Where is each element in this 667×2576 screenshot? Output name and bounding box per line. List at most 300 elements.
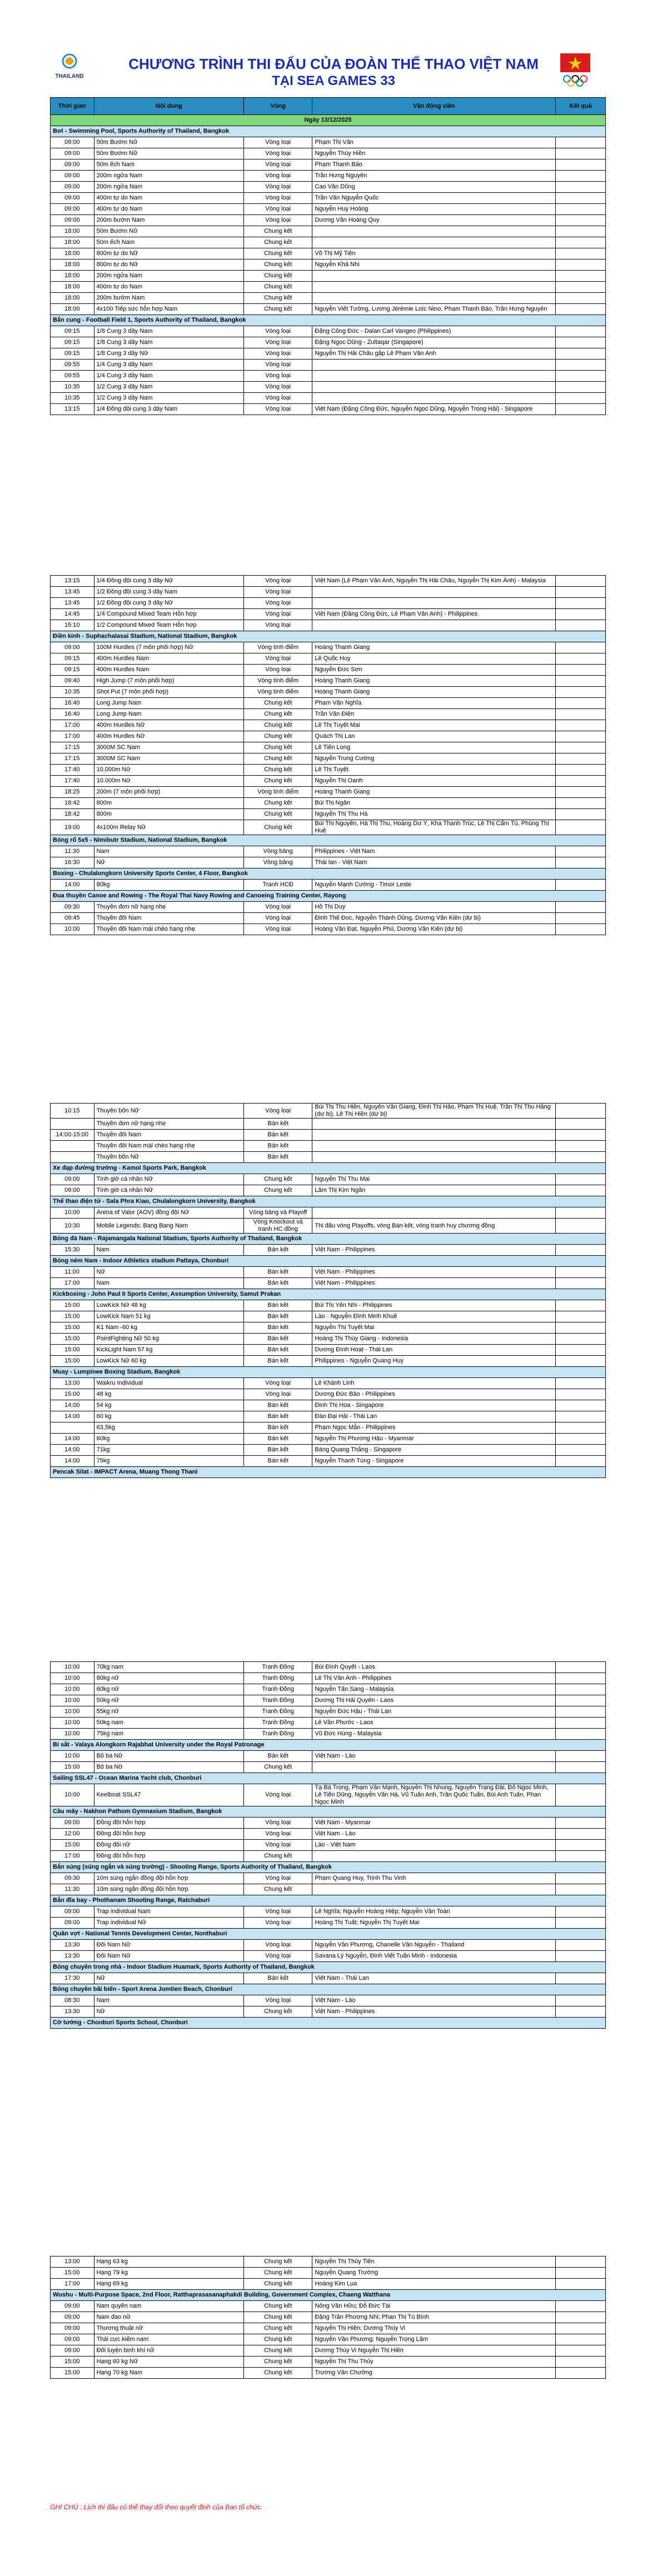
athlete-cell	[312, 393, 556, 404]
table-row	[51, 846, 606, 857]
table-row	[51, 1662, 606, 1673]
round-cell: Bán kết	[243, 1267, 312, 1278]
result-cell	[556, 787, 606, 798]
time-cell: 11:30	[51, 846, 94, 857]
result-cell	[556, 1130, 606, 1141]
round-cell: Vòng loại	[243, 587, 312, 598]
time-cell: 18:42	[51, 798, 94, 809]
result-cell	[556, 1445, 606, 1456]
event-cell: Nam	[94, 1245, 243, 1256]
event-cell: Shot Put (7 môn phối hợp)	[94, 687, 243, 698]
table-row	[51, 902, 606, 913]
result-cell	[556, 665, 606, 676]
round-cell: Bán kết	[243, 1130, 312, 1141]
event-cell: KickLight Nam 57 kg	[94, 1345, 243, 1356]
time-cell: 09:00	[51, 1906, 94, 1918]
athlete-cell: Đặng Ngọc Dũng - Zultaqar (Singapore)	[312, 337, 556, 348]
result-cell	[556, 226, 606, 237]
time-cell: 10:15	[51, 1104, 94, 1119]
event-cell: Đôi Nam Nữ	[94, 1940, 243, 1951]
time-cell: 16:30	[51, 857, 94, 868]
time-cell: 15:00	[51, 1762, 94, 1773]
result-cell	[556, 2268, 606, 2279]
time-cell: 17:00	[51, 731, 94, 742]
table-row	[51, 1829, 606, 1840]
result-cell	[556, 171, 606, 182]
table-row	[51, 1278, 606, 1289]
sport-venue-label: Sailing SSL47 - Ocean Marina Yacht club, Chonburi	[51, 1773, 606, 1784]
result-cell	[556, 1207, 606, 1219]
result-cell	[556, 1718, 606, 1729]
result-cell	[556, 576, 606, 587]
athlete-cell: Lê Thị Tuyết Mai	[312, 720, 556, 731]
table-row	[51, 1411, 606, 1422]
time-cell: 14:45	[51, 609, 94, 620]
sport-venue-label: Muay - Lumpinee Boxing Stadium, Bangkok	[51, 1367, 606, 1378]
table-row	[51, 2279, 606, 2290]
table-row	[51, 687, 606, 698]
time-cell: 14:00	[51, 1456, 94, 1467]
round-cell: Vòng loại	[243, 653, 312, 665]
time-cell: 14:00	[51, 1400, 94, 1411]
event-cell: 400m tự do Nam	[94, 193, 243, 204]
athlete-cell: Nguyễn Thị Hải Châu gặp Lê Phạm Vân Anh	[312, 348, 556, 360]
event-cell: PointFighting Nữ 50 kg	[94, 1334, 243, 1345]
athlete-cell: Việt Nam (Lê Phạm Vân Anh, Nguyễn Thị Hải Châu, Nguyễn Thị Kim Ánh) - Malaysia	[312, 576, 556, 587]
event-cell: 60kg nữ	[94, 1684, 243, 1695]
event-cell: 3000M SC Nam	[94, 753, 243, 765]
round-cell: Chung kết	[243, 765, 312, 776]
event-cell: 54 kg	[94, 1400, 243, 1411]
table-row	[51, 620, 606, 631]
result-cell	[556, 1695, 606, 1706]
schedule-table	[50, 1103, 606, 1478]
event-cell: Trap individual Nam	[94, 1906, 243, 1918]
event-cell: Long Jump Nam	[94, 709, 243, 720]
result-cell	[556, 382, 606, 393]
table-row	[51, 709, 606, 720]
event-cell: Nam	[94, 1995, 243, 2006]
sport-venue-row	[51, 1984, 606, 1995]
event-cell: Thuyền bốn Nữ	[94, 1104, 243, 1119]
round-cell: Chung kết	[243, 753, 312, 765]
athlete-cell: Lê Tiến Long	[312, 742, 556, 753]
round-cell: Bán kết	[243, 1311, 312, 1322]
round-cell: Bán kết	[243, 1356, 312, 1367]
table-row	[51, 271, 606, 282]
round-cell: Chung kết	[243, 720, 312, 731]
time-cell: 09:00	[51, 2345, 94, 2357]
round-cell: Vòng loại	[243, 326, 312, 337]
athlete-cell: Thi đấu vòng Playoffs, vòng Bán kết, vòng tranh huy chương đồng	[312, 1219, 556, 1234]
event-cell: 4x100 Tiếp sức hỗn hợp Nam	[94, 304, 243, 315]
event-cell: 100M Hurdles (7 môn phối hợp) Nữ	[94, 642, 243, 653]
round-cell: Chung kết	[243, 798, 312, 809]
table-row	[51, 753, 606, 765]
sport-venue-row	[51, 1234, 606, 1245]
time-cell: 15:00	[51, 1334, 94, 1345]
time-cell: 09:30	[51, 1873, 94, 1884]
sport-venue-label: Cầu mây - Nakhon Pathom Gymnasium Stadium, Bangkok	[51, 1806, 606, 1818]
result-cell	[556, 360, 606, 371]
result-cell	[556, 1185, 606, 1196]
round-cell: Vòng bảng	[243, 846, 312, 857]
event-cell: Nữ	[94, 857, 243, 868]
athlete-cell: Nguyễn Trung Cường	[312, 753, 556, 765]
result-cell	[556, 159, 606, 171]
time-cell: 09:00	[51, 193, 94, 204]
event-cell: 1/2 Cung 3 dây Nam	[94, 393, 243, 404]
athlete-cell: Nguyễn Thị Hiền; Dương Thúy Vi	[312, 2323, 556, 2334]
time-cell: 15:00	[51, 1389, 94, 1400]
sport-venue-row	[51, 1806, 606, 1818]
schedule-page-4	[50, 1661, 606, 2029]
event-cell: Hạng 63 kg	[94, 2257, 243, 2268]
athlete-cell: Bàng Quang Thắng - Singapore	[312, 1445, 556, 1456]
result-cell	[556, 1918, 606, 1929]
round-cell: Chung kết	[243, 1884, 312, 1895]
table-row	[51, 1995, 606, 2006]
table-row	[51, 1884, 606, 1895]
round-cell: Chung kết	[243, 1174, 312, 1185]
column-header: Vòng	[243, 98, 312, 115]
round-cell: Vòng loại	[243, 1104, 312, 1119]
table-row	[51, 348, 606, 360]
athlete-cell: Dương Đức Bảo - Philippines	[312, 1389, 556, 1400]
table-row	[51, 1918, 606, 1929]
time-cell: 14:00	[51, 1411, 94, 1422]
round-cell: Chung kết	[243, 2334, 312, 2345]
table-row	[51, 226, 606, 237]
round-cell: Vòng loại	[243, 193, 312, 204]
result-cell	[556, 1851, 606, 1862]
round-cell: Chung kết	[243, 776, 312, 787]
result-cell	[556, 776, 606, 787]
athlete-cell: Nguyễn Viết Tường, Lương Jérémie Loïc Nino, Phạm Thanh Bảo, Trần Hưng Nguyên	[312, 304, 556, 315]
result-cell	[556, 1906, 606, 1918]
round-cell: Bán kết	[243, 1141, 312, 1152]
round-cell: Tranh Đồng	[243, 1695, 312, 1706]
round-cell: Chung kết	[243, 2357, 312, 2368]
table-row	[51, 1119, 606, 1130]
table-row	[51, 787, 606, 798]
athlete-cell: Trần Văn Điện	[312, 709, 556, 720]
athlete-cell: Nguyễn Thị Tuyết Mai	[312, 1322, 556, 1334]
round-cell: Vòng loại	[243, 148, 312, 159]
time-cell	[51, 1141, 94, 1152]
result-cell	[556, 1662, 606, 1673]
table-row	[51, 2368, 606, 2379]
result-cell	[556, 1729, 606, 1740]
table-row	[51, 2268, 606, 2279]
athlete-cell: Lâm Thị Kim Ngân	[312, 1185, 556, 1196]
athlete-cell: Lê Nghĩa; Nguyễn Hoàng Hiệp; Nguyễn Văn Toàn	[312, 1906, 556, 1918]
time-cell: 10:00	[51, 1706, 94, 1718]
event-cell: 1/4 Cung 3 dây Nam	[94, 371, 243, 382]
round-cell: Bán kết	[243, 1152, 312, 1163]
table-row	[51, 2006, 606, 2018]
table-row	[51, 798, 606, 809]
event-cell: 1/2 Compound Mixed Team Hỗn hợp	[94, 620, 243, 631]
athlete-cell: Nguyễn Khả Nhi	[312, 259, 556, 271]
round-cell: Vòng loại	[243, 404, 312, 415]
time-cell: 13:00	[51, 2257, 94, 2268]
result-cell	[556, 2357, 606, 2368]
time-cell	[51, 1422, 94, 1434]
event-cell: 60 kg	[94, 1411, 243, 1422]
athlete-cell	[312, 371, 556, 382]
round-cell: Vòng loại	[243, 1829, 312, 1840]
result-cell	[556, 857, 606, 868]
result-cell	[556, 1219, 606, 1234]
round-cell: Bán kết	[243, 1445, 312, 1456]
result-cell	[556, 371, 606, 382]
time-cell: 19:00	[51, 820, 94, 835]
round-cell: Chung kết	[243, 1762, 312, 1773]
sport-venue-label: Bắn đĩa bay - Phothanam Shooting Range, Ratchaburi	[51, 1895, 606, 1906]
time-cell: 09:15	[51, 665, 94, 676]
athlete-cell	[312, 271, 556, 282]
schedule-table	[50, 97, 606, 415]
athlete-cell: Tạ Bá Trọng, Phạm Văn Mạnh, Nguyễn Thị Nhung, Nguyễn Trang Đài, Đỗ Ngọc Minh, Lê Tiến Dũng, Nguyễn Văn Hà, Vũ Tuấn Anh, Trần Quốc Tuấn, Bùi Anh Tuấn, Phan Ngọc Minh	[312, 1784, 556, 1806]
time-cell: 14:00	[51, 1445, 94, 1456]
table-row	[51, 1422, 606, 1434]
time-cell: 09:15	[51, 348, 94, 360]
time-cell: 15:00	[51, 1300, 94, 1311]
result-cell	[556, 1840, 606, 1851]
time-cell: 11:00	[51, 1267, 94, 1278]
athlete-cell: Đặng Công Đức - Dalan Carl Vangeo (Philippines)	[312, 326, 556, 337]
sport-venue-label: Bi sắt - Valaya Alongkorn Rajabhat University under the Royal Patronage	[51, 1740, 606, 1751]
event-cell: 80kg nữ	[94, 1673, 243, 1684]
athlete-cell: Nguyễn Huy Hoàng	[312, 204, 556, 215]
result-cell	[556, 1751, 606, 1762]
event-cell: 50m ếch Nam	[94, 237, 243, 248]
round-cell: Chung kết	[243, 293, 312, 304]
time-cell: 09:00	[51, 182, 94, 193]
athlete-cell: Trần Văn Nguyễn Quốc	[312, 193, 556, 204]
sport-venue-row	[51, 2018, 606, 2029]
event-cell: 1/8 Cung 3 dây Nữ	[94, 348, 243, 360]
event-cell: 10m súng ngắn đồng đội hỗn hợp	[94, 1884, 243, 1895]
round-cell: Chung kết	[243, 1185, 312, 1196]
athlete-cell: Dương Đình Hoạt - Thái Lan	[312, 1345, 556, 1356]
round-cell: Vòng loại	[243, 924, 312, 935]
table-row	[51, 1130, 606, 1141]
round-cell: Vòng loại	[243, 576, 312, 587]
table-row	[51, 765, 606, 776]
athlete-cell: Việt Nam - Philippines	[312, 2006, 556, 2018]
event-cell: Nữ	[94, 2006, 243, 2018]
event-cell: Trap individual Nữ	[94, 1918, 243, 1929]
athlete-cell: Nguyễn Thị Thu Hà	[312, 809, 556, 820]
athlete-cell: Philippines - Việt Nam	[312, 846, 556, 857]
time-cell: 15:00	[51, 1356, 94, 1367]
result-cell	[556, 1152, 606, 1163]
table-row	[51, 293, 606, 304]
result-cell	[556, 2279, 606, 2290]
athlete-cell: Việt Nam - Philippines	[312, 1267, 556, 1278]
sport-venue-row	[51, 868, 606, 880]
event-cell: Đồng đội nữ	[94, 1840, 243, 1851]
time-cell: 09:00	[51, 2312, 94, 2323]
event-cell: 60kg	[94, 1434, 243, 1445]
result-cell	[556, 1422, 606, 1434]
sport-venue-row	[51, 1962, 606, 1973]
event-cell: 400m Hurdles Nữ	[94, 720, 243, 731]
time-cell: 10:00	[51, 1751, 94, 1762]
event-cell: 48 kg	[94, 1389, 243, 1400]
result-cell	[556, 820, 606, 835]
athlete-cell: Hồ Thị Duy	[312, 902, 556, 913]
athlete-cell	[312, 620, 556, 631]
event-cell: 400m Hurdles Nam	[94, 653, 243, 665]
sport-venue-row	[51, 315, 606, 326]
result-cell	[556, 404, 606, 415]
result-cell	[556, 1174, 606, 1185]
result-cell	[556, 902, 606, 913]
event-cell: 1/2 Đồng đội cung 3 dây Nam	[94, 587, 243, 598]
athlete-cell: Dương Thị Hải Quyên - Laos	[312, 1695, 556, 1706]
athlete-cell: Đặng Trần Phương Nhi; Phan Thị Tú Bình	[312, 2312, 556, 2323]
table-row	[51, 587, 606, 598]
event-cell: High Jump (7 môn phối hợp)	[94, 676, 243, 687]
result-cell	[556, 676, 606, 687]
time-cell: 15:00	[51, 1322, 94, 1334]
athlete-cell: Dương Văn Hoàng Quy	[312, 215, 556, 226]
round-cell: Bán kết	[243, 1119, 312, 1130]
result-cell	[556, 1378, 606, 1389]
event-cell: 50m ếch Nam	[94, 159, 243, 171]
time-cell: 17:00	[51, 2279, 94, 2290]
athlete-cell	[312, 1119, 556, 1130]
result-cell	[556, 237, 606, 248]
table-row	[51, 1311, 606, 1322]
time-cell: 18:25	[51, 787, 94, 798]
athlete-cell: Nguyễn Thị Thủy Tiên	[312, 2257, 556, 2268]
date-row	[51, 115, 606, 126]
time-cell: 09:00	[51, 2301, 94, 2312]
event-cell: 200m ngửa Nam	[94, 171, 243, 182]
table-row	[51, 1104, 606, 1119]
round-cell: Bán kết	[243, 1278, 312, 1289]
event-cell: 75kg	[94, 1456, 243, 1467]
result-cell	[556, 271, 606, 282]
event-cell: Thuyền đơn nữ hạng nhẹ	[94, 1119, 243, 1130]
time-cell: 18:00	[51, 259, 94, 271]
table-row	[51, 2323, 606, 2334]
time-cell: 10:35	[51, 687, 94, 698]
sport-venue-row	[51, 1289, 606, 1300]
athlete-cell: Hoàng Thị Tuất; Nguyễn Thị Tuyết Mai	[312, 1918, 556, 1929]
time-cell: 13:30	[51, 2006, 94, 2018]
result-cell	[556, 1345, 606, 1356]
sport-venue-row	[51, 1367, 606, 1378]
time-cell: 09:00	[51, 2334, 94, 2345]
table-row	[51, 1906, 606, 1918]
time-cell: 18:00	[51, 293, 94, 304]
sport-venue-label: Kickboxing - John Paul II Sports Center, Assumption University, Samut Prakan	[51, 1289, 606, 1300]
table-row	[51, 1973, 606, 1984]
athlete-cell: Bùi Đình Quyết - Laos	[312, 1662, 556, 1673]
event-cell: Đôi Nam Nữ	[94, 1951, 243, 1962]
event-cell: Đồng đội hỗn hợp	[94, 1818, 243, 1829]
round-cell: Vòng bảng và Playoff	[243, 1207, 312, 1219]
time-cell: 17:30	[51, 1973, 94, 1984]
event-cell: 4x100m Relay Nữ	[94, 820, 243, 835]
round-cell: Vòng loại	[243, 1840, 312, 1851]
table-row	[51, 1185, 606, 1196]
table-row	[51, 1695, 606, 1706]
event-cell: Nam	[94, 1278, 243, 1289]
result-cell	[556, 1951, 606, 1962]
schedule-table	[50, 1661, 606, 2029]
time-cell: 14:00	[51, 1434, 94, 1445]
round-cell: Vòng loại	[243, 1378, 312, 1389]
event-cell: LowKick Nữ 48 kg	[94, 1300, 243, 1311]
result-cell	[556, 1434, 606, 1445]
event-cell: 3000M SC Nam	[94, 742, 243, 753]
page-title: CHƯƠNG TRÌNH THI ĐẤU CỦA ĐOÀN THỂ THAO VIỆT NAM	[128, 56, 539, 72]
sport-venue-label: Bóng rổ 5x5 - Nimibutr Stadium, National Stadium, Bangkok	[51, 835, 606, 846]
time-cell: 10:00	[51, 1673, 94, 1684]
round-cell: Chung kết	[243, 709, 312, 720]
column-header: Kết quả	[556, 98, 606, 115]
table-row	[51, 676, 606, 687]
athlete-cell: Dương Thúy Vi Nguyễn Thị Hiền	[312, 2345, 556, 2357]
result-cell	[556, 1456, 606, 1467]
athlete-cell: Trương Văn Chưởng	[312, 2368, 556, 2379]
event-cell: 70kg nam	[94, 1662, 243, 1673]
table-row	[51, 304, 606, 315]
schedule-note: GHI CHÚ : Lịch thi đấu có thể thay đổi theo quyết định của Ban tổ chức	[50, 2503, 261, 2511]
event-cell: Thuyền đôi Nam mái chèo hạng nhẹ	[94, 1141, 243, 1152]
table-row	[51, 857, 606, 868]
athlete-cell: Nguyễn Thanh Tùng - Singapore	[312, 1456, 556, 1467]
table-row	[51, 1818, 606, 1829]
athlete-cell: Lào - Nguyễn Đình Minh Khuê	[312, 1311, 556, 1322]
table-row	[51, 1378, 606, 1389]
event-cell: 400m Hurdles Nam	[94, 665, 243, 676]
athlete-cell: Hoàng Thị Thùy Giang - Indonesia	[312, 1334, 556, 1345]
round-cell: Chung kết	[243, 271, 312, 282]
event-cell: Arena of Valor (AOV) đồng đội Nữ	[94, 1207, 243, 1219]
result-cell	[556, 698, 606, 709]
table-row	[51, 2334, 606, 2345]
table-row	[51, 1300, 606, 1311]
sport-venue-row	[51, 631, 606, 642]
athlete-cell: Bùi Thị Yến Nhi - Philippines	[312, 1300, 556, 1311]
athlete-cell: Việt Nam - Myanmar	[312, 1818, 556, 1829]
round-cell: Vòng loại	[243, 620, 312, 631]
round-cell: Bán kết	[243, 1400, 312, 1411]
event-cell: 200m bướm Nam	[94, 215, 243, 226]
sport-venue-row	[51, 126, 606, 137]
athlete-cell	[312, 293, 556, 304]
athlete-cell: Đinh Thị Hoa - Singapore	[312, 1400, 556, 1411]
result-cell	[556, 880, 606, 891]
event-cell: 800m	[94, 809, 243, 820]
event-cell: 80kg	[94, 880, 243, 891]
time-cell: 17:40	[51, 776, 94, 787]
result-cell	[556, 1884, 606, 1895]
round-cell: Vòng loại	[243, 913, 312, 924]
table-row	[51, 1684, 606, 1695]
round-cell: Bán kết	[243, 1456, 312, 1467]
round-cell: Vòng loại	[243, 598, 312, 609]
athlete-cell	[312, 587, 556, 598]
athlete-cell: Phạm Thị Vân	[312, 137, 556, 148]
